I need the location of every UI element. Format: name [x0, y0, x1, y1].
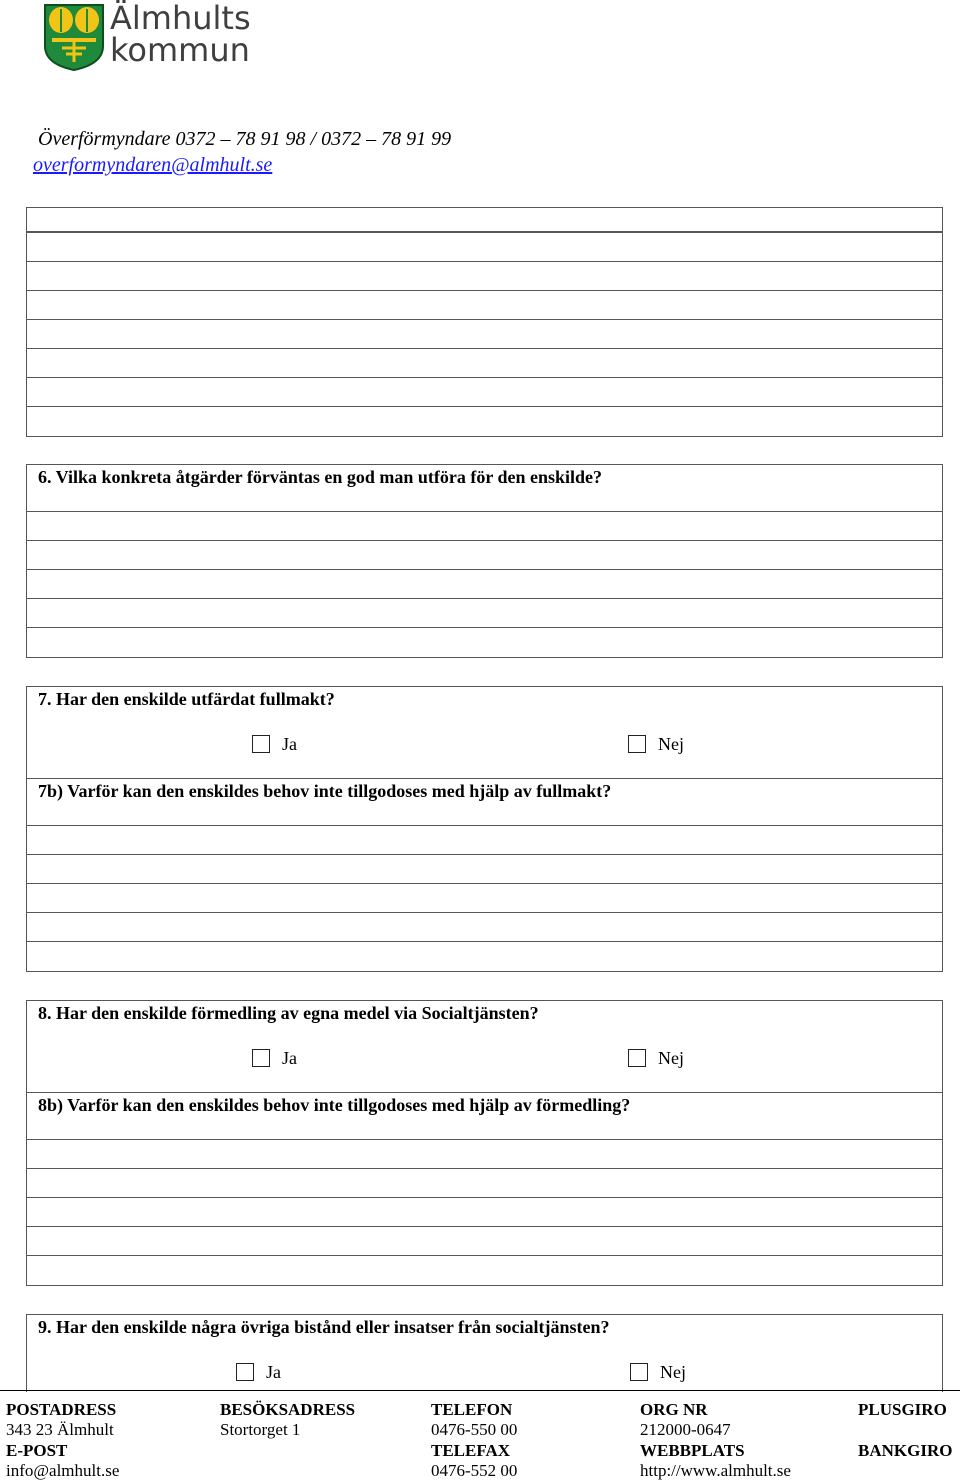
question-8b: 8b) Varför kan den enskildes behov inte tillgodoses med hjälp av förmedling? — [38, 1095, 631, 1115]
footer-webbplats-label: WEBBPLATS — [640, 1441, 745, 1460]
answer-row[interactable] — [26, 883, 943, 913]
answer-row[interactable] — [26, 854, 943, 884]
footer-divider — [0, 1390, 960, 1391]
logo-text-line2: kommun — [110, 31, 250, 69]
municipality-logo — [42, 2, 252, 72]
checkbox[interactable] — [252, 1049, 270, 1067]
answer-row[interactable] — [26, 569, 943, 599]
checkbox[interactable] — [236, 1363, 254, 1381]
answer-row[interactable] — [26, 540, 943, 570]
footer-postadress-label: POSTADRESS — [6, 1400, 117, 1419]
option-label: Ja — [266, 1362, 281, 1382]
answer-row[interactable] — [26, 941, 943, 972]
answer-row[interactable] — [26, 348, 943, 378]
contact-line: Överförmyndare 0372 – 78 91 98 / 0372 – 78 91 99 — [38, 128, 452, 150]
option-label: Nej — [658, 734, 684, 754]
answer-row[interactable] — [26, 1226, 943, 1256]
answer-row[interactable] — [26, 377, 943, 407]
q8-yes-option[interactable] — [252, 1047, 297, 1068]
answer-row[interactable] — [26, 406, 943, 437]
checkbox[interactable] — [630, 1363, 648, 1381]
answer-row[interactable] — [26, 207, 943, 232]
footer-bankgiro-label: BANKGIRO — [858, 1441, 953, 1460]
footer-telefon-value: 0476-550 00 — [431, 1420, 518, 1439]
footer-telefax-label: TELEFAX — [431, 1441, 511, 1460]
q9-yes-option[interactable] — [236, 1361, 281, 1382]
checkbox[interactable] — [252, 735, 270, 753]
footer-telefon-label: TELEFON — [431, 1400, 513, 1419]
answer-row[interactable] — [26, 1255, 943, 1286]
footer-besoksadress-label: BESÖKSADRESS — [220, 1400, 356, 1419]
question-7b: 7b) Varför kan den enskildes behov inte tillgodoses med hjälp av fullmakt? — [38, 781, 612, 801]
logo-text-line1: Älmhults — [110, 0, 251, 37]
question-8: 8. Har den enskilde förmedling av egna medel via Socialtjänsten? — [38, 1003, 539, 1023]
answer-row[interactable] — [26, 1168, 943, 1198]
email-link[interactable]: overformyndaren@almhult.se — [33, 154, 273, 176]
answer-row[interactable] — [26, 912, 943, 942]
question-6: 6. Vilka konkreta åtgärder förväntas en god man utföra för den enskilde? — [38, 467, 603, 487]
q7-no-option[interactable] — [628, 733, 684, 754]
footer-orgnr-label: ORG NR — [640, 1400, 708, 1419]
answer-row[interactable] — [26, 319, 943, 349]
q9-no-option[interactable] — [630, 1361, 686, 1382]
footer-plusgiro-label: PLUSGIRO — [858, 1400, 947, 1419]
answer-row[interactable] — [26, 261, 943, 291]
checkbox[interactable] — [628, 735, 646, 753]
question-9: 9. Har den enskilde några övriga bistånd eller insatser från socialtjänsten? — [38, 1317, 610, 1337]
coat-of-arms-icon — [42, 2, 106, 72]
q7-yes-option[interactable] — [252, 733, 297, 754]
footer-epost-value[interactable]: info@almhult.se — [6, 1461, 120, 1480]
footer-webbplats-value[interactable]: http://www.almhult.se — [640, 1461, 791, 1480]
option-label: Nej — [660, 1362, 686, 1382]
answer-row[interactable] — [26, 1197, 943, 1227]
answer-row[interactable] — [26, 598, 943, 628]
footer-besoksadress-value: Stortorget 1 — [220, 1420, 301, 1439]
footer-orgnr-value: 212000-0647 — [640, 1420, 731, 1439]
answer-row[interactable] — [26, 290, 943, 320]
answer-row[interactable] — [26, 627, 943, 658]
q8-no-option[interactable] — [628, 1047, 684, 1068]
question-7: 7. Har den enskilde utfärdat fullmakt? — [38, 689, 335, 709]
footer-postadress-value: 343 23 Älmhult — [6, 1420, 114, 1439]
footer-epost-label: E-POST — [6, 1441, 68, 1460]
option-label: Ja — [282, 1048, 297, 1068]
answer-row[interactable] — [26, 825, 943, 855]
checkbox[interactable] — [628, 1049, 646, 1067]
option-label: Ja — [282, 734, 297, 754]
answer-row[interactable] — [26, 232, 943, 262]
answer-row[interactable] — [26, 511, 943, 541]
option-label: Nej — [658, 1048, 684, 1068]
answer-row[interactable] — [26, 1139, 943, 1169]
footer-telefax-value: 0476-552 00 — [431, 1461, 518, 1480]
